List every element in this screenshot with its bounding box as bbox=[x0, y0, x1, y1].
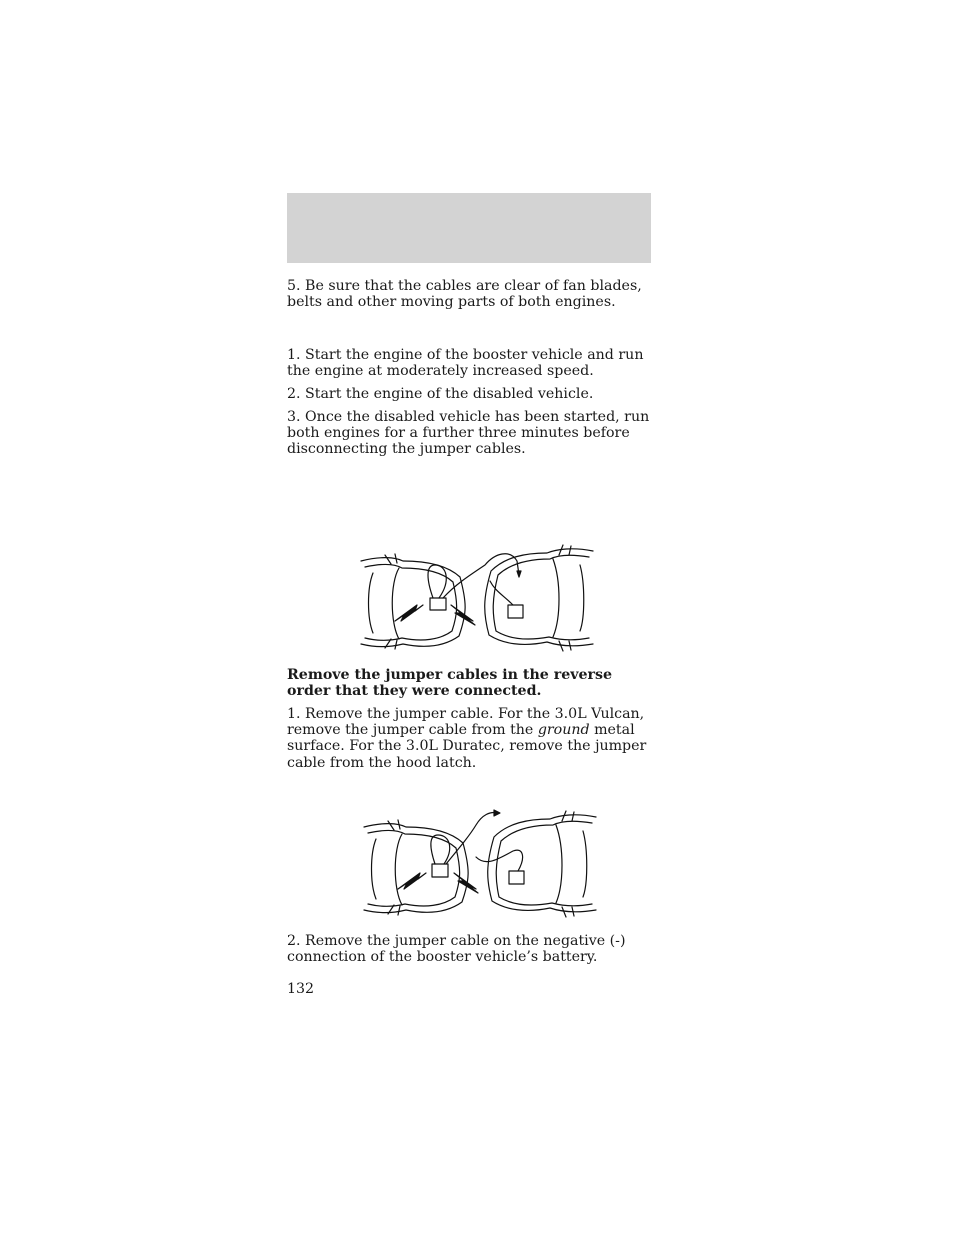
disabled-battery-icon-2 bbox=[432, 864, 448, 877]
page-number: 132 bbox=[287, 981, 315, 997]
booster-battery-icon-2 bbox=[509, 871, 524, 884]
removal-step-1 bbox=[287, 706, 651, 771]
jumper-cables-illustration-ground bbox=[355, 543, 600, 658]
booster-vehicle-drawing-2 bbox=[488, 811, 596, 917]
disabled-vehicle-drawing-2 bbox=[364, 820, 468, 915]
cable-removed bbox=[446, 813, 498, 865]
jumper-cables-illustration-removal bbox=[358, 807, 603, 925]
removal-step-2: 2. Remove the jumper cable on the negative (-) connection of the booster vehicle’s battery. bbox=[287, 933, 626, 966]
spark-icon-left-2 bbox=[398, 873, 426, 889]
section-header-band bbox=[287, 193, 651, 263]
booster-vehicle-drawing bbox=[485, 545, 593, 651]
start-step-2: 2. Start the engine of the disabled vehicle. bbox=[287, 386, 594, 402]
start-step-1: 1. Start the engine of the booster vehicle and run the engine at moderately increased speed. bbox=[287, 347, 644, 380]
removal-step-1-after: metal surface. For the 3.0L Duratec, remove the jumper cable from the hood latch. bbox=[287, 722, 647, 771]
cable-positive bbox=[428, 565, 446, 598]
start-step-3: 3. Once the disabled vehicle has been started, run both engines for a further three minutes before disconnecting the jumper cables. bbox=[287, 409, 650, 458]
removal-step-1-emphasis: ground bbox=[537, 722, 590, 739]
disabled-battery-icon bbox=[430, 598, 446, 610]
spark-icon-left bbox=[395, 605, 423, 621]
step-5-clear-cables: 5. Be sure that the cables are clear of fan blades, belts and other moving parts of both engines. bbox=[287, 278, 642, 311]
cable-booster-2 bbox=[476, 850, 523, 871]
disabled-vehicle-drawing bbox=[361, 554, 465, 649]
booster-battery-icon bbox=[508, 605, 523, 618]
removal-heading: Remove the jumper cables in the reverse order that they were connected. bbox=[287, 667, 612, 700]
removal-step-1-before: 1. Remove the jumper cable. For the 3.0L Vulcan, remove the jumper cable from the bbox=[287, 706, 645, 739]
